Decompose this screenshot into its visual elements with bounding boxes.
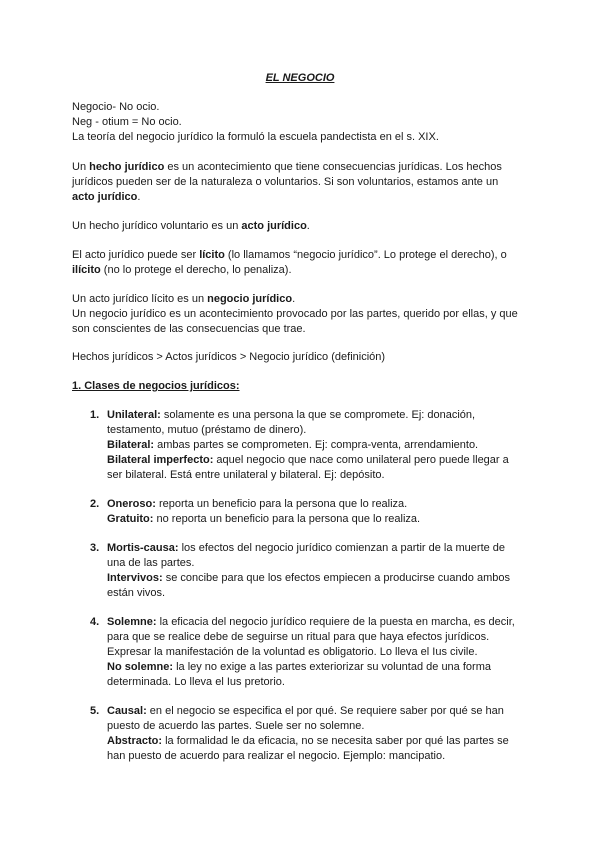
list-number-2: 2. (90, 498, 100, 510)
list-number-1: 1. (90, 409, 100, 421)
paragraph-hecho-juridico-line-3: acto jurídico. (72, 191, 141, 203)
intro-line-3: La teoría del negocio jurídico la formuló la escuela pandectista en el s. XIX. (72, 131, 439, 143)
intro-line-2: Neg - otium = No ocio. (72, 116, 182, 128)
document-title: EL NEGOCIO (265, 72, 335, 84)
paragraph-acto-juridico: Un hecho jurídico voluntario es un acto jurídico. (72, 220, 310, 232)
list-item-bilateral-imperfecto-line-2: ser bilateral. Está entre unilateral y bilateral. Ej: depósito. (107, 469, 385, 481)
list-item-unilateral-line-2: testamento, mutuo (préstamo de dinero). (107, 424, 307, 436)
list-item-unilateral-line-1: Unilateral: solamente es una persona la que se compromete. Ej: donación, (107, 409, 476, 421)
list-item-intervivos-line-2: están vivos. (107, 587, 166, 599)
list-item-solemne-line-1: Solemne: la eficacia del negocio jurídico requiere de la puesta en marcha, es decir, (107, 616, 515, 628)
list-item-oneroso: Oneroso: reporta un beneficio para la persona que lo realiza. (107, 498, 408, 510)
list-item-bilateral-imperfecto-line-1: Bilateral imperfecto: aquel negocio que nace como unilateral pero puede llegar a (107, 454, 509, 466)
paragraph-hecho-juridico-line-1: Un hecho jurídico es un acontecimiento que tiene consecuencias jurídicas. Los hechos (72, 161, 502, 173)
list-number-4: 4. (90, 616, 100, 628)
list-item-solemne-line-3: Expresar la manifestación de la voluntad es obligatorio. Lo lleva el Ius civile. (107, 646, 478, 658)
list-item-abstracto-line-2: han puesto de acuerdo para realizar el negocio. Ejemplo: mancipatio. (107, 750, 446, 762)
list-item-causal-line-1: Causal: en el negocio se especifica el por qué. Se requiere saber por qué se han (107, 705, 504, 717)
list-item-causal-line-2: puesto de acuerdo las partes. Suele ser no solemne. (107, 720, 365, 732)
list-item-no-solemne-line-1: No solemne: la ley no exige a las partes exteriorizar su voluntad de una forma (107, 661, 491, 673)
section-heading: 1. Clases de negocios jurídicos: (72, 380, 240, 392)
paragraph-negocio-juridico-line-3: son conscientes de las consecuencias que trae. (72, 323, 306, 335)
paragraph-negocio-juridico-line-1: Un acto jurídico lícito es un negocio jurídico. (72, 293, 296, 305)
hierarchy-line: Hechos jurídicos > Actos jurídicos > Negocio jurídico (definición) (72, 351, 386, 363)
list-item-gratuito: Gratuito: no reporta un beneficio para la persona que lo realiza. (107, 513, 421, 525)
list-number-3: 3. (90, 542, 100, 554)
paragraph-licito-line-1: El acto jurídico puede ser lícito (lo llamamos “negocio jurídico”. Lo protege el derecho), o (72, 249, 507, 261)
paragraph-hecho-juridico-line-2: jurídicos pueden ser de la naturaleza o voluntarios. Si son voluntarios, estamos ante un (72, 176, 499, 188)
paragraph-licito-line-2: ilícito (no lo protege el derecho, lo penaliza). (72, 264, 292, 276)
list-item-abstracto-line-1: Abstracto: la formalidad le da eficacia, no se necesita saber por qué las partes se (107, 735, 509, 747)
list-item-no-solemne-line-2: determinada. Lo lleva el Ius pretorio. (107, 676, 285, 688)
list-item-solemne-line-2: para que se realice debe de seguirse un ritual para que haya efectos jurídicos. (107, 631, 490, 643)
paragraph-negocio-juridico-line-2: Un negocio jurídico es un acontecimiento provocado por las partes, querido por ellas, y que (72, 308, 518, 320)
list-number-5: 5. (90, 705, 100, 717)
list-item-mortis-causa-line-2: una de las partes. (107, 557, 195, 569)
list-item-intervivos-line-1: Intervivos: se concibe para que los efectos empiecen a producirse cuando ambos (107, 572, 510, 584)
list-item-mortis-causa-line-1: Mortis-causa: los efectos del negocio jurídico comienzan a partir de la muerte de (107, 542, 506, 554)
list-item-bilateral: Bilateral: ambas partes se comprometen. Ej: compra-venta, arrendamiento. (107, 439, 479, 451)
intro-line-1: Negocio- No ocio. (72, 101, 160, 113)
